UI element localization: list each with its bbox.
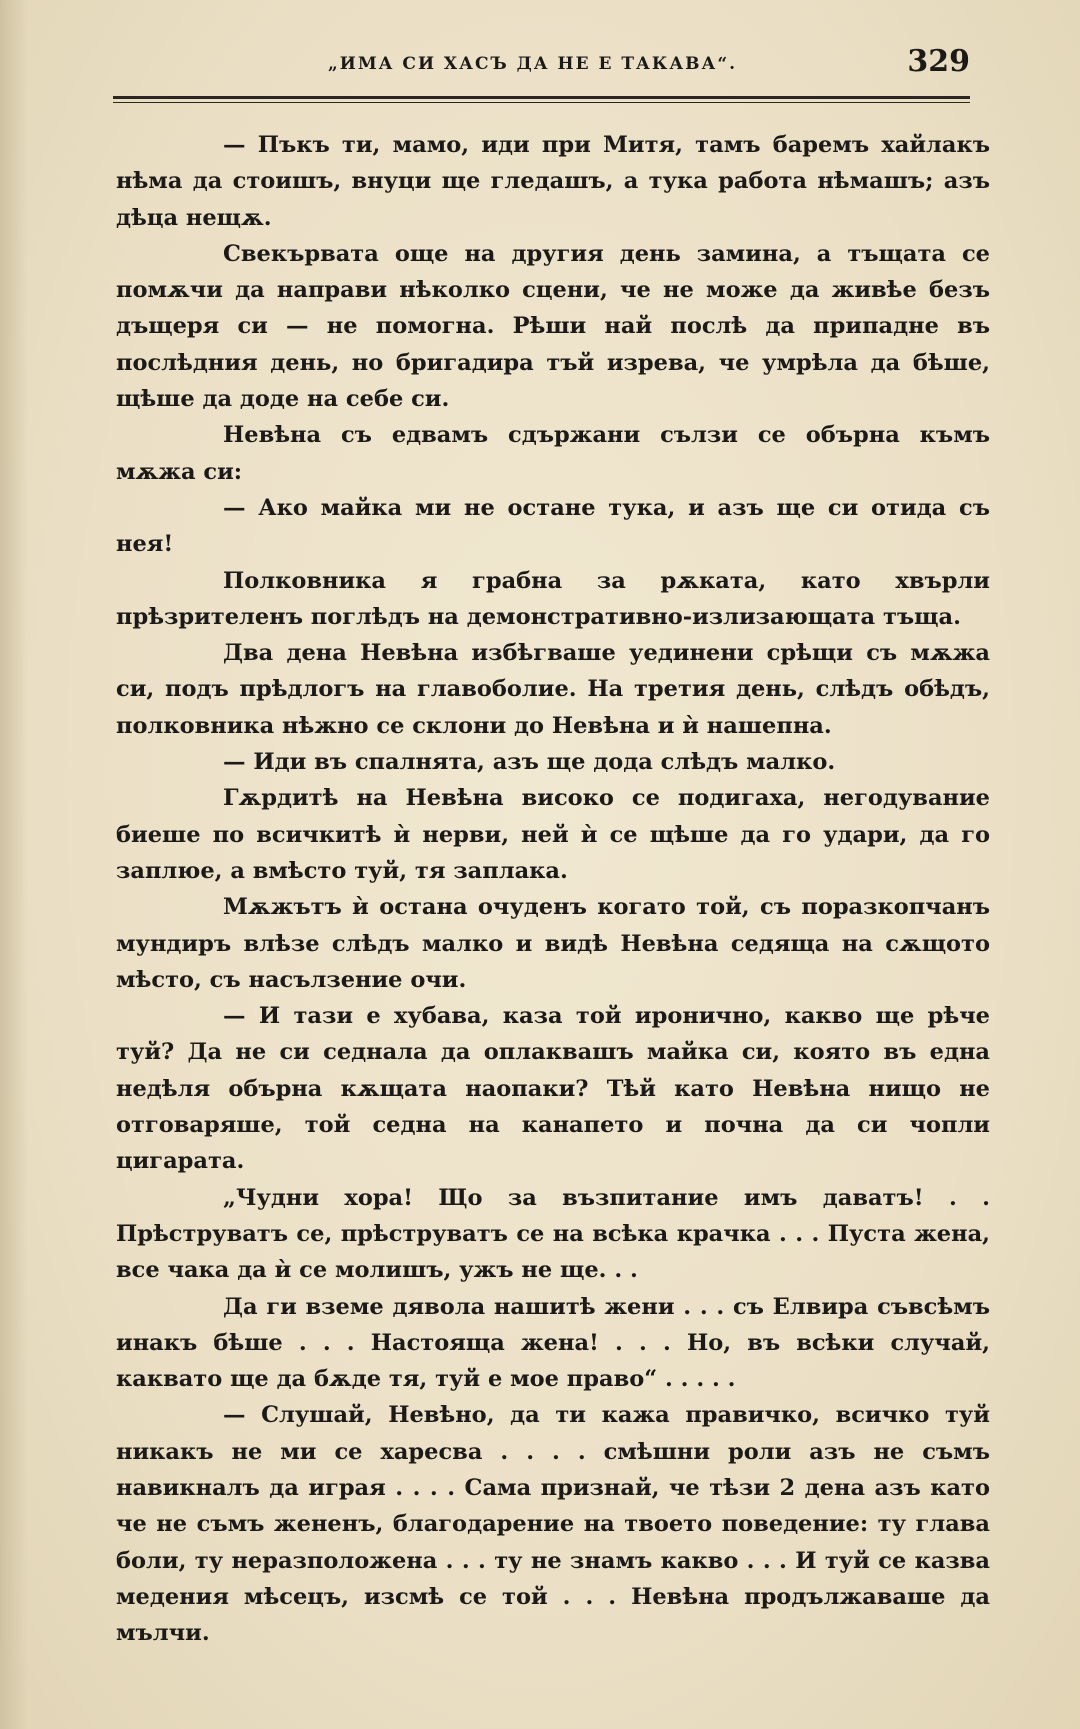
- paragraph: Мѫжътъ ѝ остана очуденъ когато той, съ поразкопчанъ мундиръ влѣзе слѣдъ малко и видѣ Невѣна седяща на сѫщото мѣсто, съ насълзение очи.: [116, 894, 990, 993]
- paragraph: „Чудни хора! Що за възпитание имъ даватъ! . . Прѣструватъ се, прѣструватъ се на всѣка крачка . . . Пуста жена, все чака да ѝ се молишъ, ужъ не ще. . .: [116, 1184, 990, 1284]
- running-title: „ИМА СИ ХАСЪ ДА НЕ Е ТАКАВА“.: [328, 54, 738, 74]
- body-text: [116, 127, 990, 1651]
- paragraph: Два дена Невѣна избѣгваше уединени срѣщи съ мѫжа си, подъ прѣдлогъ на главоболие. На третия день, слѣдъ обѣдъ, полковника нѣжно се склони до Невѣна и ѝ нашепна.: [116, 640, 990, 739]
- running-head: [113, 44, 970, 94]
- spine-shadow: [0, 0, 28, 1729]
- paragraph: Свекървата още на другия день замина, а тъщата се помѫчи да направи нѣколко сцени, че не може да живѣе безъ дъщеря си — не помогна. Рѣши най послѣ да припадне въ послѣдния день, но бригадира тъй изрева, че умрѣла да бѣше, щѣше да доде на себе си.: [116, 240, 990, 413]
- page-number: 329: [907, 44, 970, 79]
- paragraph: Полковника я грабна за рѫката, като хвърли прѣзрителенъ поглѣдъ на демонстративно-излизающата тъща.: [116, 567, 990, 630]
- paragraph: Да ги вземе дявола нашитѣ жени . . . съ Елвира съвсѣмъ инакъ бѣше . . . Настояща жена! . . . Но, въ всѣки случай, каквато ще да бѫде тя, туй е мое право“ . . . . .: [116, 1293, 990, 1393]
- header-rule-thick: [113, 96, 970, 99]
- paragraph: — И тази е хубава, каза той иронично, какво ще рѣче туй? Да не си седнала да оплаквашъ майка си, която въ една недѣля обърна кѫщата наопаки? Тѣй като Невѣна нищо не отговаряше, той седна на канапето и почна да си чопли цигарата.: [116, 1003, 990, 1175]
- paragraph: — Ако майка ми не остане тука, и азъ ще си отида съ нея!: [116, 494, 990, 558]
- paragraph: Невѣна съ едвамъ сдържани сълзи се обърна къмъ мѫжа си:: [116, 422, 990, 485]
- paragraph: — Слушай, Невѣно, да ти кажа правичко, всичко туй никакъ не ми се харесва . . . . смѣшни роли азъ не съмъ навикналъ да играя . . . . Сама признай, че тѣзи 2 дена азъ като че не съмъ жененъ, благодарение на твоето поведение: ту глава боли, ту неразположена . . . ту не знамъ какво . . . И туй се казва медения мѣсецъ, изсмѣ се той . . . Невѣна продължаваше да мълчи.: [116, 1402, 990, 1647]
- paragraph: Гѫрдитѣ на Невѣна високо се подигаха, негодувание биеше по всичкитѣ ѝ нерви, ней ѝ се щѣше да го удари, да го заплюе, а вмѣсто туй, тя заплака.: [116, 785, 990, 884]
- paragraph: — Иди въ спалнята, азъ ще дода слѣдъ малко.: [223, 749, 836, 776]
- paragraph: — Пъкъ ти, мамо, иди при Митя, тамъ баремъ хайлакъ нѣма да стоишъ, внуци ще гледашъ, а тука работа нѣмашъ; азъ дѣца нещѫ.: [116, 132, 990, 231]
- header-rule-thin: [113, 102, 970, 103]
